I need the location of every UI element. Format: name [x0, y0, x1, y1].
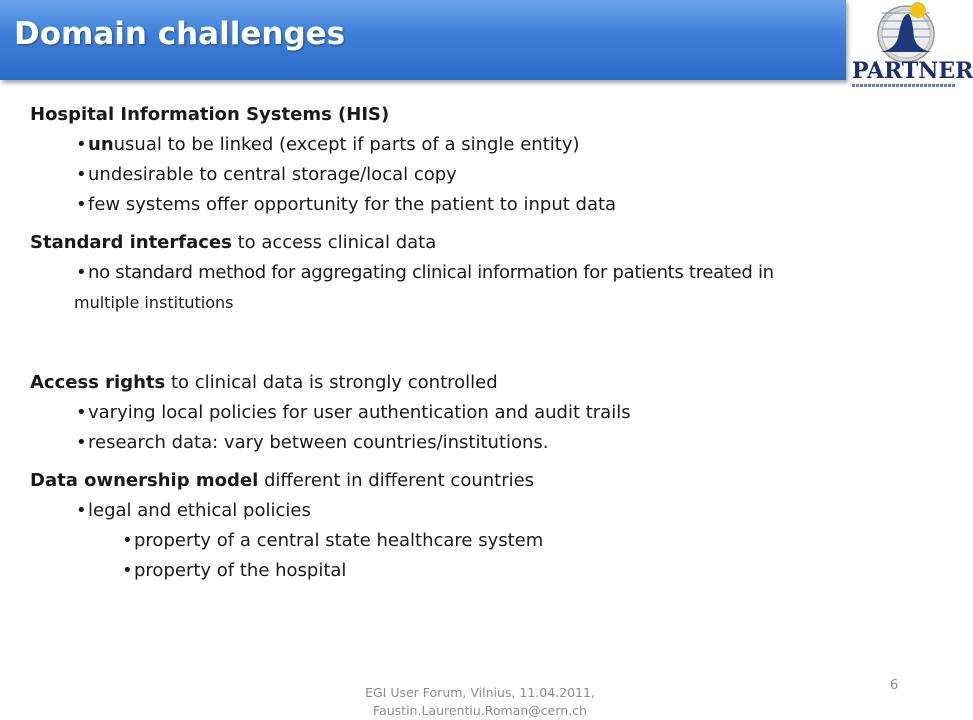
bullet-item: • no standard method for aggregating clinical information for patients treated in [30, 258, 950, 288]
section-heading: Hospital Information Systems (HIS) [30, 104, 390, 125]
footer-email: Faustin.Laurentiu.Roman@cern.ch [373, 703, 587, 718]
sub-bullet-item: • property of the hospital [30, 556, 950, 586]
bullet-continuation: multiple institutions [74, 293, 234, 312]
section-access-rights [30, 368, 950, 458]
bullet-item: • unusual to be linked (except if parts of a single entity) [30, 130, 950, 160]
logo-emblem-icon [846, 0, 960, 60]
section-heading: Standard interfaces to access clinical data [30, 232, 437, 253]
slide-title: Domain challenges [14, 16, 346, 52]
section-heading: Data ownership model different in different countries [30, 470, 535, 491]
slide-body [30, 100, 950, 586]
bullet-dot-icon: • [122, 530, 133, 551]
footer-event: EGI User Forum, Vilnius, 11.04.2011, [365, 685, 595, 700]
section-heading: Access rights to clinical data is strongly controlled [30, 372, 498, 393]
title-bar [0, 0, 846, 80]
bullet-dot-icon: • [76, 402, 87, 423]
bullet-dot-icon: • [76, 432, 87, 453]
bullet-item: • legal and ethical policies [30, 496, 950, 526]
footer-credit [300, 684, 660, 720]
logo-wordmark: PARTNER [852, 58, 973, 84]
bullet-item: • varying local policies for user authentication and audit trails [30, 398, 950, 428]
section-data-ownership [30, 466, 950, 586]
bullet-dot-icon: • [122, 560, 133, 581]
bullet-item: • research data: vary between countries/institutions. [30, 428, 950, 458]
section-standard-interfaces [30, 228, 950, 318]
section-his [30, 100, 950, 220]
bullet-dot-icon: • [76, 262, 87, 283]
logo-tagline [852, 84, 956, 87]
bullet-dot-icon: • [76, 500, 87, 521]
partner-logo [846, 0, 973, 95]
page-number: 6 [890, 678, 899, 693]
bullet-item: • undesirable to central storage/local copy [30, 160, 950, 190]
bullet-item: • few systems offer opportunity for the patient to input data [30, 190, 950, 220]
bullet-dot-icon: • [76, 194, 87, 215]
sub-bullet-item: • property of a central state healthcare system [30, 526, 950, 556]
bullet-dot-icon: • [76, 134, 87, 155]
bullet-dot-icon: • [76, 164, 87, 185]
